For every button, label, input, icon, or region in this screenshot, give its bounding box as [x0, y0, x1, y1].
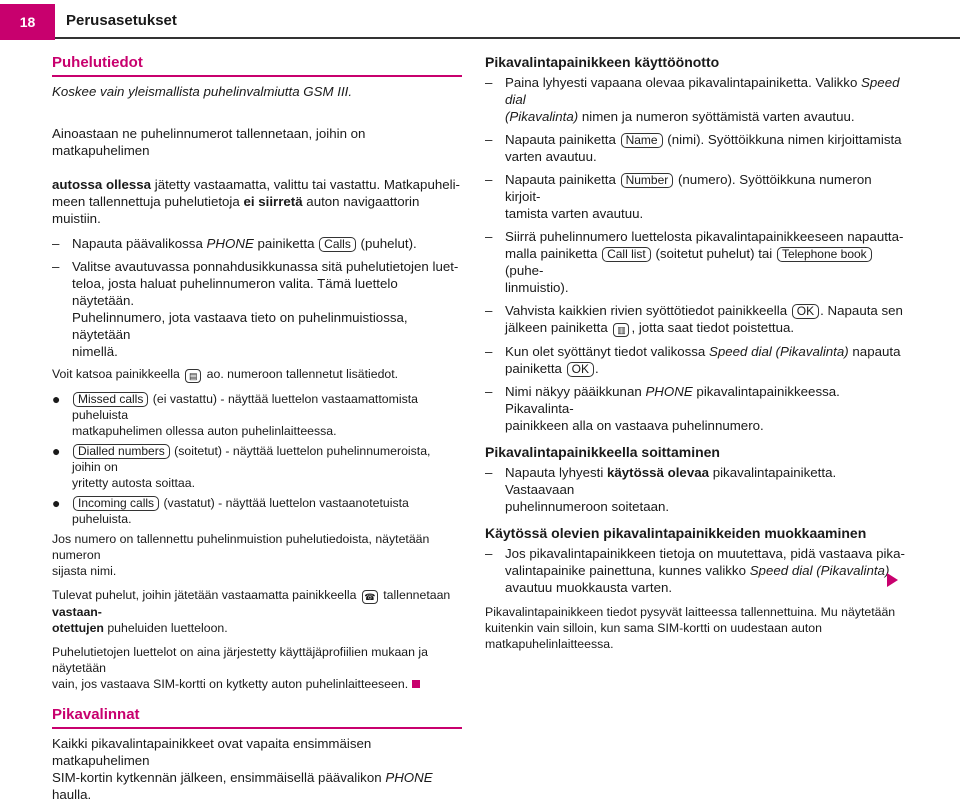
- text: Nimi näkyy pääikkunan: [505, 384, 646, 399]
- see-info-paragraph: [52, 366, 462, 383]
- page-number: 18: [0, 4, 55, 40]
- text: Napauta painiketta: [505, 132, 620, 147]
- ok-key: OK: [567, 362, 594, 377]
- name-key: Name: [621, 133, 663, 148]
- next-page-arrow-icon: [887, 573, 898, 587]
- text: (soitetut) - näyttää luettelon puhelinnumeroista, joihin on yritetty autosta soittaa.: [72, 444, 431, 490]
- list-item: [52, 391, 462, 439]
- text: Siirrä puhelinnumero luettelosta pikavalintapainikkeeseen napautta- malla painiketta: [505, 229, 904, 261]
- step-item: [52, 235, 462, 252]
- step-text: [505, 74, 905, 125]
- dash-marker: –: [485, 303, 493, 318]
- emphasis: käytössä olevaa: [607, 465, 710, 480]
- list-item: [52, 443, 462, 491]
- text: Tulevat puhelut, joihin jätetään vastaamatta painikkeella: [52, 588, 360, 602]
- heading-underline: [52, 727, 462, 729]
- telephone-book-key: Telephone book: [777, 247, 872, 262]
- missed-calls-paragraph: [52, 587, 462, 636]
- dash-marker: –: [485, 132, 493, 147]
- step-text: [505, 171, 905, 222]
- text: ao. numeroon tallennetut lisätiedot.: [203, 367, 399, 381]
- text: Vahvista kaikkien rivien syöttötiedot painikkeella: [505, 303, 791, 318]
- text: avautuu muokkausta varten.: [505, 580, 673, 595]
- text: jätetty vastaamatta, valittu tai vastattu. Matkapuheli- meen tallennettuja puhelutietoja: [52, 177, 460, 209]
- step-item: [485, 302, 905, 337]
- heading-pikavalinnat: Pikavalinnat: [52, 706, 140, 723]
- step-text: [505, 228, 905, 296]
- list-text: [72, 495, 462, 527]
- emphasis: Speed dial (Pikavalinta): [749, 563, 890, 578]
- text: . Napauta sen jälkeen painiketta: [505, 303, 903, 335]
- delete-icon: ▥: [613, 323, 629, 337]
- step-item: [485, 171, 905, 222]
- step-text: [505, 545, 905, 596]
- intro-paragraph: [52, 108, 462, 227]
- dash-marker: –: [485, 546, 493, 561]
- dash-marker: –: [485, 465, 493, 480]
- text: (numero). Syöttöikkuna numeron kirjoit- tamista varten avautuu.: [505, 172, 872, 221]
- missed-calls-key: Missed calls: [73, 392, 148, 407]
- left-column: [52, 54, 462, 811]
- text: (puhelut).: [356, 236, 417, 251]
- emphasis: ei siirretä: [243, 194, 303, 209]
- step-text: [505, 464, 905, 515]
- header-divider: [55, 37, 960, 39]
- bullet-marker: ●: [52, 495, 61, 511]
- text: auton navigaattorin muistiin.: [52, 194, 420, 226]
- text: Kaikki pikavalintapainikkeet ovat vapaita ensimmäisen matkapuhelimen SIM-kortin kytkennän jälkeen, ensimmäisellä päävalikon: [52, 736, 382, 785]
- emphasis: PHONE: [385, 770, 433, 785]
- emphasis: autossa ollessa: [52, 177, 152, 192]
- heading-activation: Pikavalintapainikkeen käyttöönotto: [485, 54, 720, 70]
- call-list-key: Call list: [602, 247, 651, 262]
- list-text: [72, 391, 462, 439]
- step-item: [485, 74, 905, 125]
- step-item: [485, 383, 905, 434]
- profile-paragraph: [52, 644, 462, 692]
- emphasis: Speed dial (Pikavalinta): [709, 344, 849, 359]
- intro-note: Koskee vain yleismallista puhelinvalmiutta GSM III.: [52, 84, 353, 99]
- text: puheluiden luetteloon.: [103, 621, 228, 635]
- step-text: [505, 383, 905, 434]
- incoming-calls-key: Incoming calls: [73, 496, 159, 511]
- bullet-marker: ●: [52, 391, 61, 407]
- emphasis: Speed dial (Pikavalinta): [505, 75, 900, 124]
- step-item: [485, 343, 905, 377]
- dash-marker: –: [485, 172, 493, 187]
- hangup-icon: ☎: [362, 590, 378, 604]
- text: (puhe- linmuistio).: [505, 263, 569, 295]
- heading-calling: Pikavalintapainikkeella soittaminen: [485, 444, 720, 460]
- right-column: [485, 54, 905, 660]
- step-item: [485, 228, 905, 296]
- text: , jotta saat tiedot poistettua.: [631, 320, 795, 335]
- dash-marker: –: [485, 344, 493, 359]
- text: Voit katsoa painikkeella: [52, 367, 184, 381]
- list-item: [52, 495, 462, 527]
- emphasis: PHONE: [645, 384, 693, 399]
- storage-note: Pikavalintapainikkeen tiedot pysyvät laitteessa tallennettuina. Mu näytetään kuitenkin vain silloin, kun sama SIM-kortti on uudestaan auton matkapuhelinlaitteessa.: [485, 605, 896, 651]
- section-title: Perusasetukset: [66, 12, 177, 29]
- ok-key: OK: [792, 304, 819, 319]
- text: pikavalintapainiketta. Vastaavaan puhelinnumeroon soitetaan.: [505, 465, 837, 514]
- text: Ainoastaan ne puhelinnumerot tallennetaan, joihin on matkapuhelimen: [52, 126, 366, 158]
- bullet-marker: ●: [52, 443, 61, 459]
- step-item: [485, 545, 905, 596]
- text: (ei vastattu) - näyttää luettelon vastaamattomista puheluista matkapuhelimen ollessa auton puhelinlaitteessa.: [72, 392, 418, 438]
- text: painiketta: [253, 236, 319, 251]
- dash-marker: –: [485, 384, 493, 399]
- text: Paina lyhyesti vapaana olevaa pikavalintapainiketta. Valikko: [505, 75, 862, 90]
- text: Puhelutietojen luettelot on aina järjestetty käyttäjäprofiilien mukaan ja näytetään vain, jos vastaava SIM-kortti on kytketty auton puhelinlaitteeseen.: [52, 645, 428, 691]
- dialled-numbers-key: Dialled numbers: [73, 444, 170, 459]
- list-text: [72, 443, 462, 491]
- step-text: Valitse avautuvassa ponnahdusikkunassa sitä puhelutietojen luet- teloa, josta haluat puhelinnumeron valita. Tämä luettelo näytetään. Puhelinnumero, jota vastaava tieto on puhelinmuistiossa, näytetään nimellä.: [72, 259, 459, 359]
- text: (soitetut puhelut) tai: [651, 246, 776, 261]
- text: pikavalintapainikkeessa. Pikavalinta- painikkeen alla on vastaava puhelinnumero.: [505, 384, 840, 433]
- text: Jos pikavalintapainikkeen tietoja on muutettava, pidä vastaava pika- valintapainike painettuna, kunnes valikko: [505, 546, 905, 578]
- text: napauta painiketta: [505, 344, 901, 376]
- dash-marker: –: [485, 75, 493, 90]
- speed-dial-intro: [52, 735, 462, 803]
- dash-marker: –: [52, 259, 60, 274]
- number-key: Number: [621, 173, 674, 188]
- emphasis: PHONE: [206, 236, 254, 251]
- info-icon: ▤: [185, 369, 201, 383]
- step-item: [52, 258, 462, 360]
- step-text: [505, 343, 905, 377]
- text: nimen ja numeron syöttämistä varten avautuu.: [578, 109, 855, 124]
- text: .: [594, 361, 599, 376]
- text: Napauta painiketta: [505, 172, 620, 187]
- name-display-paragraph: Jos numero on tallennettu puhelinmuistion puhelutiedoista, näytetään numeron sijasta nimi.: [52, 532, 430, 578]
- text: (vastatut) - näyttää luettelon vastaanotetuista puheluista.: [72, 496, 409, 526]
- page-header: [0, 0, 960, 44]
- heading-underline: [52, 75, 462, 77]
- text: Napauta päävalikossa: [72, 236, 207, 251]
- text: haulla.: [52, 787, 92, 802]
- step-item: [485, 464, 905, 515]
- step-text: [505, 302, 905, 337]
- text: Napauta lyhyesti: [505, 465, 607, 480]
- dash-marker: –: [52, 236, 60, 251]
- text: tallennetaan: [379, 588, 451, 602]
- step-item: [485, 131, 905, 165]
- calls-key: Calls: [319, 237, 356, 252]
- step-text: [72, 235, 462, 252]
- emphasis: vastaan- otettujen: [52, 605, 104, 635]
- heading-editing: Käytössä olevien pikavalintapainikkeiden muokkaaminen: [485, 525, 867, 541]
- text: (nimi). Syöttöikkuna nimen kirjoittamista varten avautuu.: [505, 132, 902, 164]
- dash-marker: –: [485, 229, 493, 244]
- end-of-section-marker: [412, 680, 420, 688]
- heading-puhelutiedot: Puhelutiedot: [52, 54, 143, 71]
- text: Kun olet syöttänyt tiedot valikossa: [505, 344, 709, 359]
- step-text: [505, 131, 905, 165]
